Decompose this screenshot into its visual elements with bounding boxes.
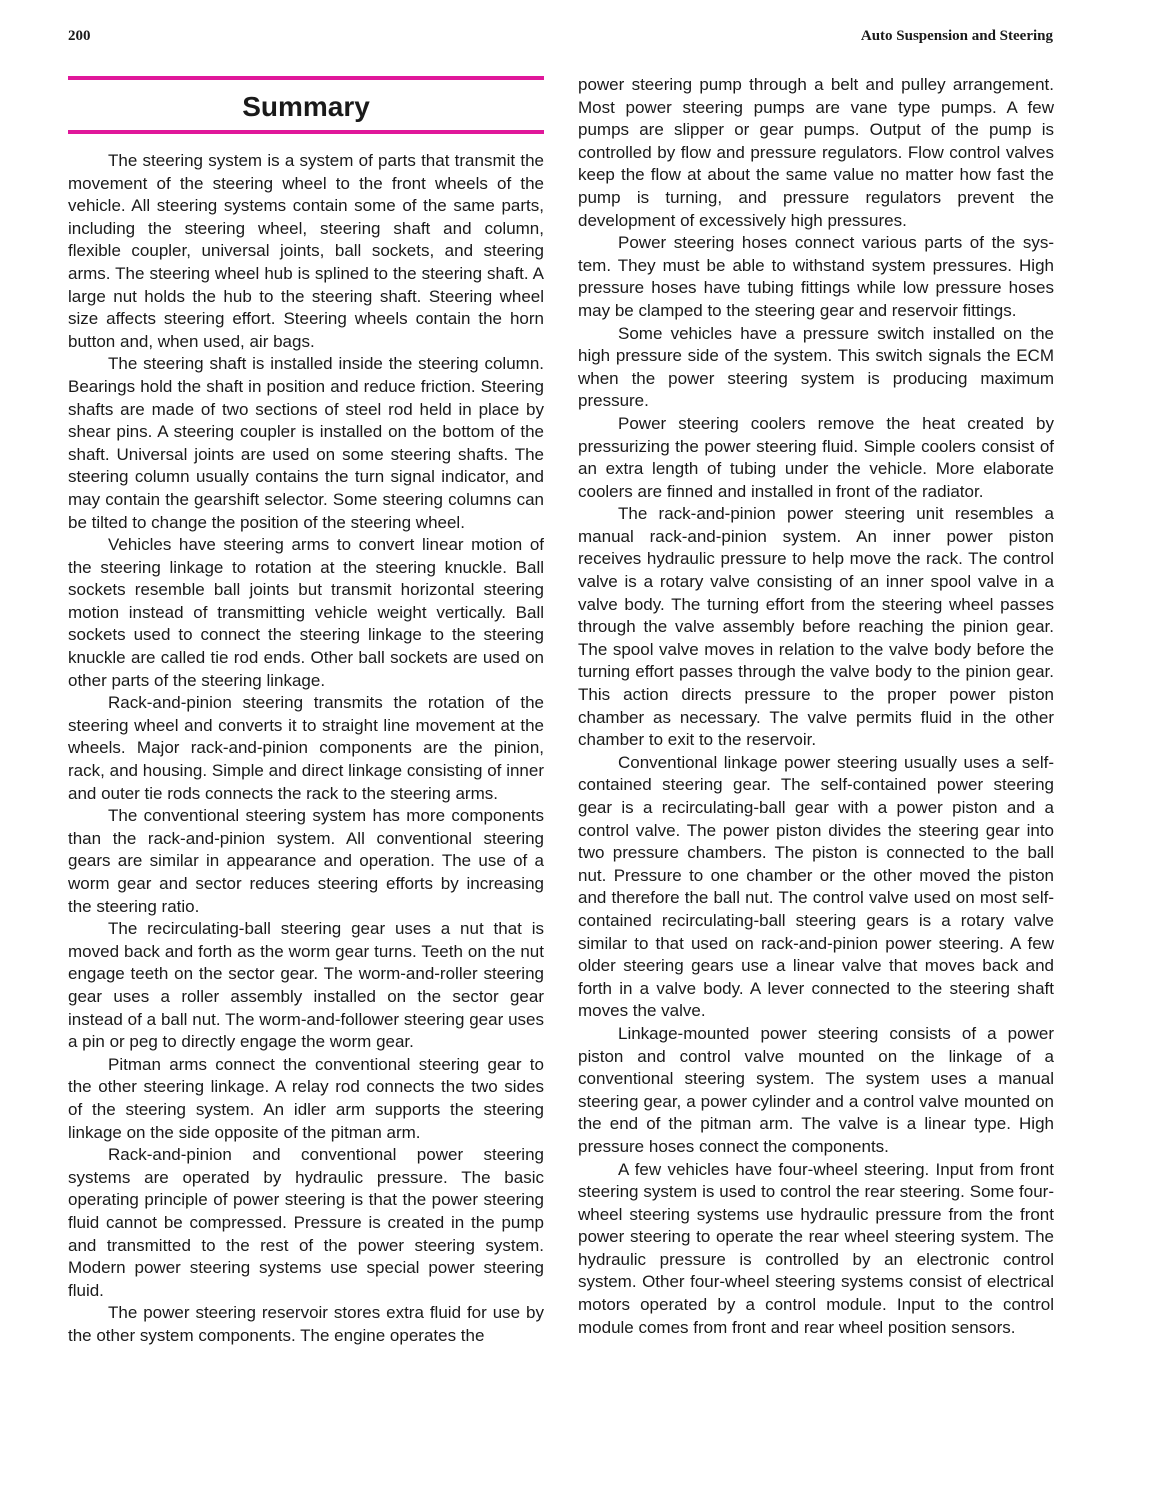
page-header <box>68 28 1053 50</box>
paragraph: Rack-and-pinion steering transmits the rotation of the steering wheel and converts it to straight line movement at the wheels. Major rack-and-pinion components are the pinion, rack, and housing. Simple and direct linkage consisting of inner and outer tie rods connects the rack to the steering arms. <box>68 693 544 803</box>
paragraph: The steering shaft is installed inside the steering column. Bearings hold the shaft in position and reduce friction. Steering shafts are made of two sections of steel rod held in place by shear pins. A steering coupler is installed on the bottom of the shaft. Universal joints are used on some steering shafts. The steering column usually contains the turn signal indicator, and may contain the gearshift selector. Some steering columns can be tilted to change the position of the steering wheel. <box>68 354 544 532</box>
right-column <box>578 74 1054 1339</box>
title-rule-bottom <box>68 130 544 134</box>
left-column <box>68 74 544 1347</box>
paragraph: Power steering coolers remove the heat created by pressurizing the power steering fluid. Simple coolers consist of an extra length of tubing under the vehicle. More elaborate coolers are finned and installed in front of the radiator. <box>578 413 1054 501</box>
paragraph: The recirculating-ball steering gear uses a nut that is moved back and forth as the worm gear turns. Teeth on the nut engage teeth on the sector gear. The worm-and-roller steering gear uses a roller assembly installed on the sector gear instead of a ball nut. The worm-and-follower steering gear uses a pin or peg to directly engage the worm gear. <box>68 919 544 1052</box>
paragraph: The power steering reservoir stores extra fluid for use by the other system components. The engine operates the <box>68 1303 544 1345</box>
paragraph: Conventional linkage power steering usually uses a self-contained steering gear. The self-contained power steering gear is a recirculating-ball gear with a power piston and a control valve. The power piston divides the steering gear into two pressure chambers. The piston is connected to the ball nut. Pressure to one chamber or the other moved the piston and therefore the ball nut. The control valve used on most self-contained recirculating-ball steering gears is a rotary valve similar to that used on rack-and-pinion power steering. A few older steering gears use a linear valve that moves back and forth in a valve body. A lever connected to the steering shaft moves the valve. <box>578 752 1054 1021</box>
paragraph: The conventional steering system has more components than the rack-and-pinion system. All conventional steering gears are similar in appearance and operation. The use of a worm gear and sector reduces steering efforts by increasing the steering ratio. <box>68 806 544 916</box>
paragraph: Some vehicles have a pressure switch installed on the high pressure side of the system. This switch signals the ECM when the power steering system is producing maximum pressure. <box>578 323 1054 411</box>
paragraph: Rack-and-pinion and conventional power steering systems are operated by hydraulic pressure. The basic operating principle of power steering is that the power steering fluid cannot be compressed. Pressure is created in the pump and transmitted to the rest of the power steering system. Modern power steering systems use special power steering fluid. <box>68 1145 544 1300</box>
title-rule-top <box>68 76 544 80</box>
paragraph-continued: power steering pump through a belt and pulley arrangement. Most power steering pumps are vane type pumps. A few pumps are slipper or gear pumps. Output of the pump is controlled by flow and pressure regulators. Flow control valves keep the flow at about the same value no matter how fast the pump is turning, and pressure regulators prevent the development of excessively high pressures. <box>578 75 1054 230</box>
page-number: 200 <box>68 28 91 44</box>
paragraph: Linkage-mounted power steering consists of a power piston and control valve mounted on the linkage of a conventional steering system. The system uses a manual steering gear, a power cylinder and a control valve mounted on the end of the pitman arm. The valve is a linear type. High pressure hoses connect the components. <box>578 1023 1054 1156</box>
paragraph: The steering system is a system of parts that transmit the movement of the steering wheel to the front wheels of the vehicle. All steering systems contain some of the same parts, including the steering wheel, steering shaft and column, flexible coupler, universal joints, ball sockets, and steering arms. The steering wheel hub is splined to the steering shaft. A large nut holds the hub to the steering shaft. Steering wheel size affects steering effort. Steering wheels contain the horn button and, when used, air bags. <box>68 151 544 351</box>
paragraph: Pitman arms connect the conventional steering gear to the other steering linkage. A relay rod connects the two sides of the steering system. An idler arm supports the steering linkage on the side opposite of the pitman arm. <box>68 1054 544 1142</box>
paragraph: A few vehicles have four-wheel steering. Input from front steering system is used to control the rear steering. Some four-wheel steering systems use hydraulic pressure from the front power steering to operate the rear wheel steering system. The hydraulic pressure is controlled by an electronic control system. Other four-wheel steering systems consist of electrical motors operated by a control module. Input to the control module comes from front and rear wheel position sensors. <box>578 1159 1054 1337</box>
paragraph: The rack-and-pinion power steering unit resembles a manual rack-and-pinion system. An inner power piston receives hydraulic pressure to help move the rack. The control valve is a rotary valve consisting of an inner spool valve in a valve body. The turning effort from the steering wheel passes through the valve assembly before reaching the pinion gear. The spool valve moves in relation to the valve body before the turning effort passes through the valve body to the pinion gear. This action directs pressure to the proper power piston chamber as necessary. The valve permits fluid in the other chamber to exit to the reservoir. <box>578 504 1054 750</box>
paragraph: Power steering hoses connect various parts of the system. They must be able to withstand system pressures. High pressure hoses have tubing fittings while low pressure hoses may be clamped to the steering gear and reservoir fittings. <box>578 233 1054 320</box>
paragraph: Vehicles have steering arms to convert linear motion of the steering linkage to rotation at the steering knuckle. Ball sockets resemble ball joints but transmit horizontal steering motion instead of transmitting vehicle weight vertically. Ball sockets used to connect the steering linkage to the steering knuckle are called tie rod ends. Other ball sockets are used on other parts of the steering linkage. <box>68 535 544 690</box>
section-title: Summary <box>242 91 370 122</box>
running-head: Auto Suspension and Steering <box>860 28 1053 44</box>
